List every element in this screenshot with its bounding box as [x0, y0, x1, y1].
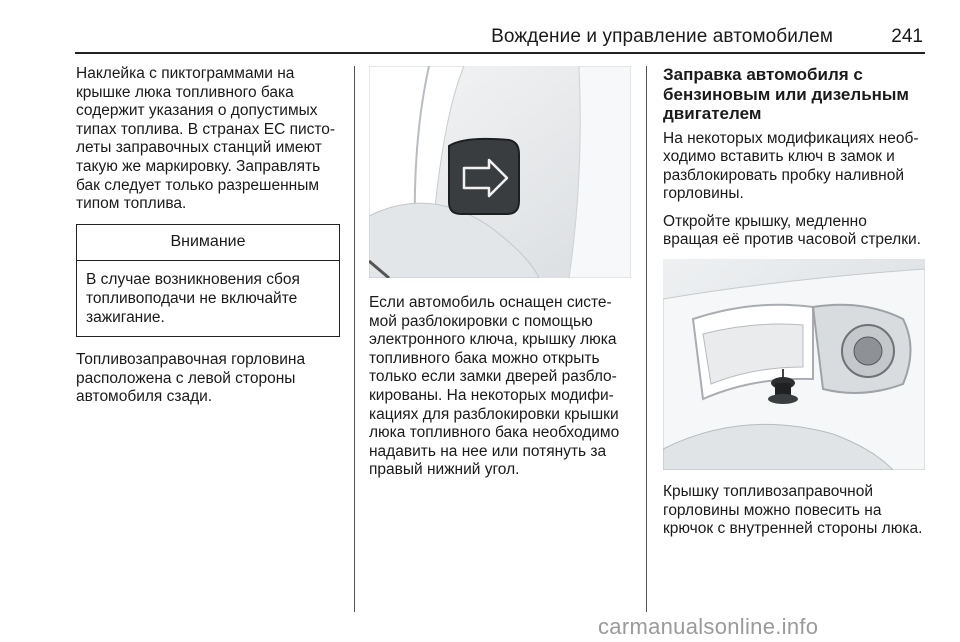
hang-cap-paragraph: Крышку топливозаправочной горловины можно повесить на крючок с внутренней стороны люка. [663, 483, 923, 538]
fuel-label-paragraph: Наклейка с пиктограммами на крышке люка топливного бака содержит указания о допустимых типах топлива. В странах ЕС писто- леты заправочных станций имеют такую же маркировку. Заправлять бак следует только разрешенным типом топлива. [76, 65, 336, 213]
warning-box [76, 224, 340, 337]
column-2 [369, 294, 631, 480]
fuel-flap-illustration [369, 66, 631, 278]
key-unlock-paragraph: На некоторых модификациях необ- ходимо вставить ключ в замок и разблокировать пробку наливной горловины. [663, 129, 919, 203]
header-title: Вождение и управление автомобилем [491, 26, 833, 47]
column-divider [646, 66, 647, 612]
column-1 [76, 65, 342, 407]
page-number: 241 [891, 26, 923, 47]
column-divider [354, 66, 355, 612]
column-3 [663, 65, 925, 250]
filler-location-paragraph: Топливозаправочная горловина расположена с левой стороны автомобиля сзади. [76, 351, 306, 406]
column-3-bottom [663, 483, 925, 539]
fuel-cap-illustration [663, 259, 925, 470]
page-header [75, 26, 925, 54]
warning-text: В случае возникновения сбоя топливоподачи не включайте зажигание. [86, 271, 300, 326]
watermark: carmanualsonline.info [598, 614, 819, 639]
keyless-unlock-paragraph: Если автомобиль оснащен систе- мой разблокировки с помощью электронного ключа, крышку люка топливного бака можно открыть только если замки дверей разбло- кированы. На некоторых модифи- кациях для разблокировки крышки люка топливного бака необходимо надавить на нее или потянуть за правый нижний угол. [369, 294, 620, 479]
warning-title: Внимание [77, 225, 339, 262]
open-cap-paragraph: Откройте крышку, медленно вращая её против часовой стрелки. [663, 212, 921, 249]
section-heading: Заправка автомобиля с бензиновым или дизельным двигателем [663, 65, 910, 123]
